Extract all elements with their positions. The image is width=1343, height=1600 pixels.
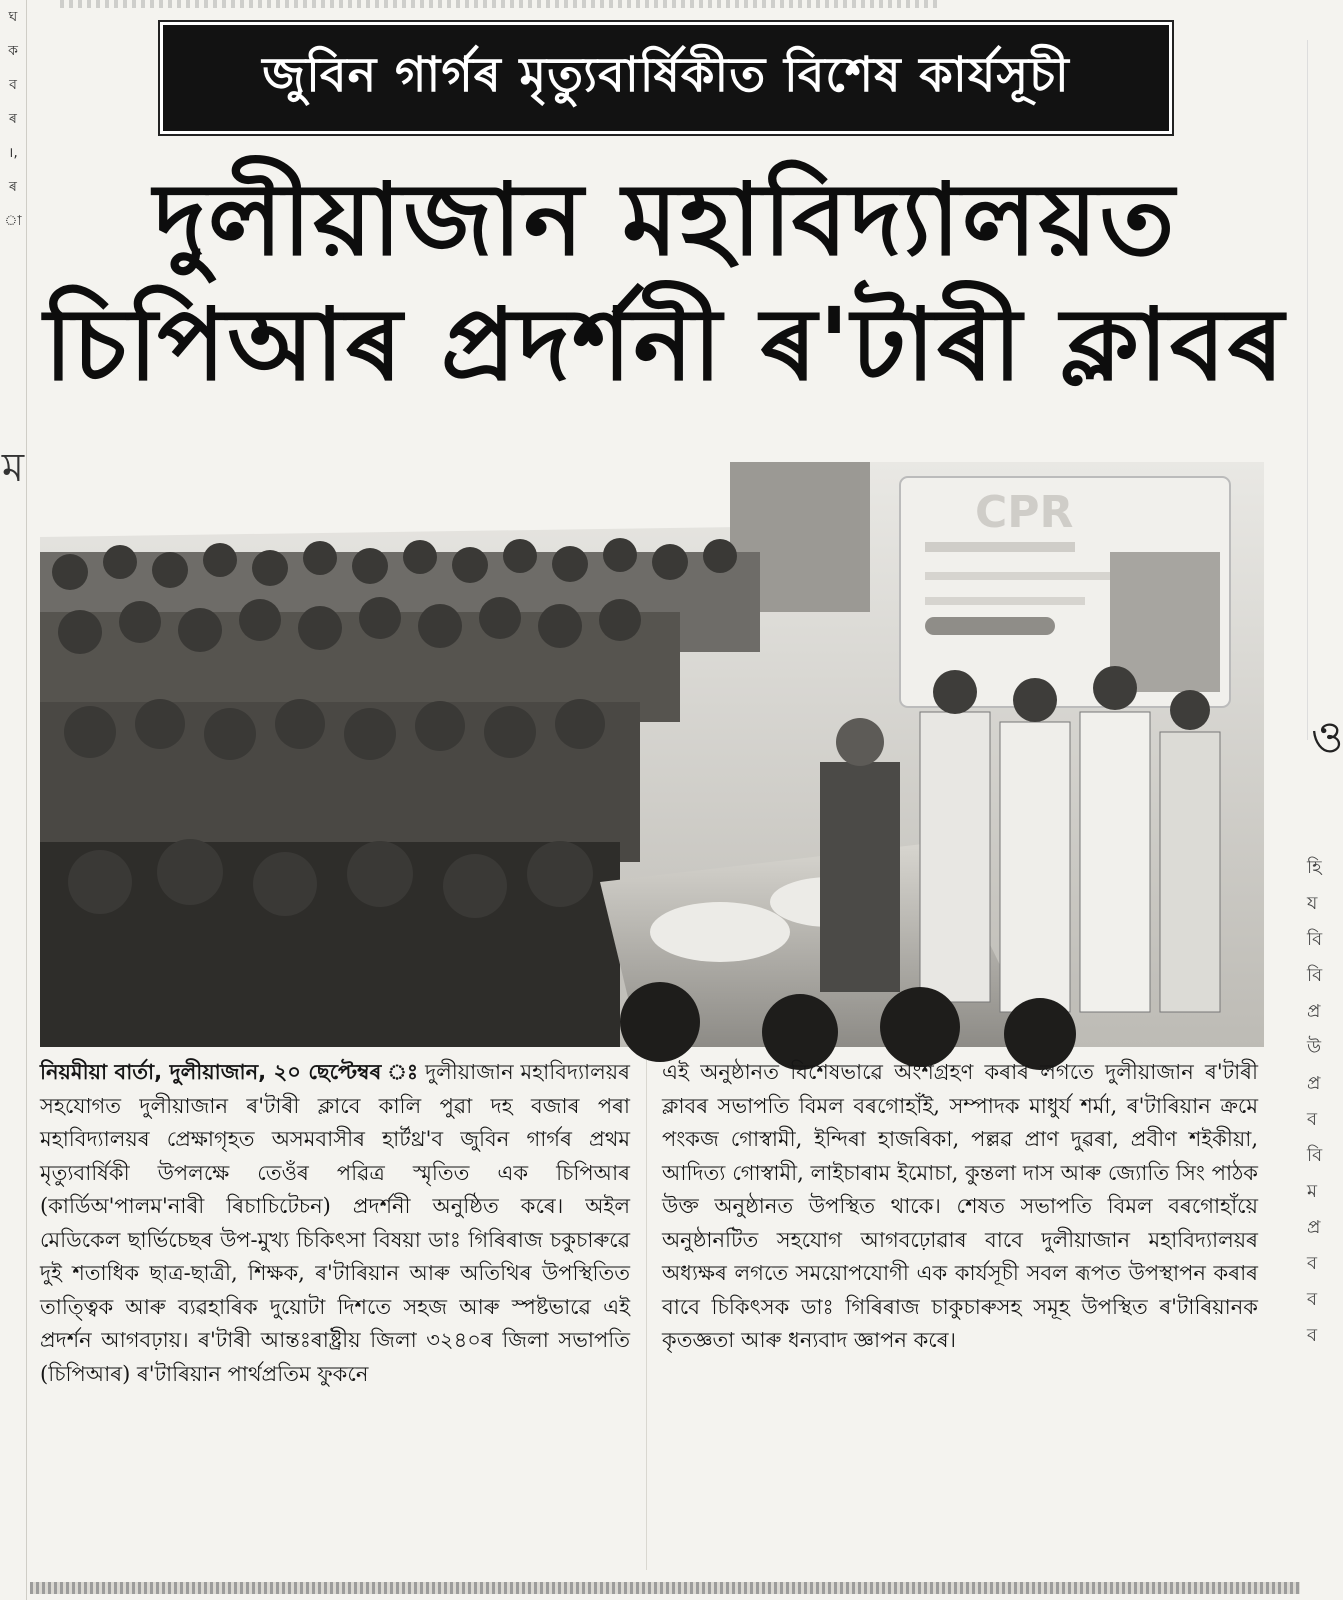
top-clipped-text-line xyxy=(60,0,940,8)
right-margin-char: ব xyxy=(1307,1325,1318,1346)
article-dateline: নিয়মীয়া বাৰ্তা, দুলীয়াজান, ২০ ছেপ্টেম্বৰ ঃ xyxy=(40,1060,419,1084)
left-margin-char: া xyxy=(4,213,22,229)
article-column-1 xyxy=(40,1056,630,1391)
left-margin-char: ৰ xyxy=(9,111,17,127)
right-margin-char: প্র xyxy=(1307,1001,1321,1022)
bottom-border xyxy=(30,1582,1300,1594)
right-margin-char: বি xyxy=(1307,965,1323,986)
right-margin-char: উ xyxy=(1307,1037,1322,1058)
right-margin-char: প্র xyxy=(1307,1217,1321,1238)
right-margin-char: ব xyxy=(1307,1289,1318,1310)
left-margin-char: ঘ xyxy=(8,9,18,25)
headline-line-2: চিপিআৰ প্ৰদৰ্শনী ৰ'টাৰী ক্লাবৰ xyxy=(44,286,1286,403)
left-margin-char: ব xyxy=(9,77,17,93)
article-column-2 xyxy=(662,1056,1258,1358)
kicker-banner xyxy=(160,22,1172,134)
right-margin-char: হি xyxy=(1307,857,1322,878)
article-body-col2: এই অনুষ্ঠানত বিশেষভাৱে অংশগ্ৰহণ কৰাৰ লগতে দুলীয়াজান ৰ'টাৰী ক্লাবৰ সভাপতি বিমল বৰগোহাঁই, সম্পাদক মাধুৰ্য শৰ্মা, ৰ'টাৰিয়ান ক্ৰমে পংকজ গোস্বামী, ইন্দিৰা হাজৰিকা, পল্লৱ প্ৰাণ দুৱৰা, প্ৰবীণ শইকীয়া, আদিত্য গোস্বামী, লাইচাৰাম ইমোচা, কুন্তলা দাস আৰু জ্যোতি সিং পাঠক উক্ত অনুষ্ঠানত উপস্থিত থাকে। শেষত সভাপতি বিমল বৰগোহাঁয়ে অনুষ্ঠানটিত সহযোগ আগবঢ়োৱাৰ বাবে দুলীয়াজান মহাবিদ্যালয়ৰ অধ্যক্ষৰ লগতে সময়োপযোগী এক কাৰ্যসূচী সবল ৰূপত উপস্থাপন কৰাৰ বাবে চিকিৎসক ডাঃ গিৰিৰাজ চাকুচাৰুসহ সমূহ উপস্থিত ৰ'টাৰিয়ানক কৃতজ্ঞতা আৰু ধন্যবাদ জ্ঞাপন কৰে। xyxy=(662,1060,1258,1352)
right-margin-adjacent-column xyxy=(1301,0,1343,1600)
left-margin-char: ম xyxy=(1,445,25,491)
left-margin-char: ৰ xyxy=(9,179,17,195)
right-margin-char: য xyxy=(1307,893,1318,914)
news-photo xyxy=(40,462,1264,1047)
right-margin-char: ব xyxy=(1307,1109,1318,1130)
cpr-mannequin xyxy=(650,902,790,962)
right-margin-char: বি xyxy=(1307,1145,1323,1166)
left-margin-char: ।, xyxy=(8,145,18,161)
right-margin-char: ম xyxy=(1307,1181,1317,1202)
right-margin-char: ব xyxy=(1307,1253,1318,1274)
column-divider xyxy=(1307,40,1308,740)
article-body-col1: দুলীয়াজান মহাবিদ্যালয়ৰ সহযোগত দুলীয়াজান ৰ'টাৰী ক্লাবে কালি পুৱা দহ বজাৰ পৰা মহাবিদ্যালয়ৰ প্ৰেক্ষাগৃহত অসমবাসীৰ হাৰ্টথ্ৰ'ব জুবিন গাৰ্গৰ প্ৰথম মৃত্যুবাৰ্ষিকী উপলক্ষে তেওঁৰ পৱিত্ৰ স্মৃতিত এক চিপিআৰ (কাৰ্ডিঅ'পালম'নাৰী ৰিচাচিটেচন) প্ৰদৰ্শনী অনুষ্ঠিত কৰে। অইল মেডিকেল ছাৰ্ভিচেছৰ উপ-মুখ্য চিকিৎসা বিষয়া ডাঃ গিৰিৰাজ চকুচাৰুৱে দুই শতাধিক ছাত্ৰ-ছাত্ৰী, শিক্ষক, ৰ'টাৰিয়ান আৰু অতিথিৰ উপস্থিতিত তাত্ত্বিক আৰু ব্যৱহাৰিক দুয়োটা দিশতে সহজ আৰু স্পষ্টভাৱে এই প্ৰদৰ্শন আগবঢ়ায়। ৰ'টাৰী আন্তঃৰাষ্ট্ৰীয় জিলা ৩২৪০ৰ জিলা সভাপতি (চিপিআৰ) ৰ'টাৰিয়ান পাৰ্থপ্ৰতিম ফুকনে xyxy=(40,1060,630,1386)
cpr-board-text: CPR xyxy=(975,487,1074,538)
column-separator xyxy=(646,1060,647,1570)
kicker-banner-text: জুবিন গাৰ্গৰ মৃত্যুবাৰ্ষিকীত বিশেষ কাৰ্যসূচী xyxy=(262,46,1070,103)
right-margin-big-char: ও xyxy=(1311,712,1343,763)
right-margin-char: প্র xyxy=(1307,1073,1321,1094)
news-photo-illustration xyxy=(40,462,1264,1047)
left-margin-char: ক xyxy=(8,43,18,59)
right-margin-char: বি xyxy=(1307,929,1323,950)
headline-line-1: দুলীয়াজান মহাবিদ্যালয়ত xyxy=(153,161,1177,278)
left-margin-adjacent-column xyxy=(0,0,27,1600)
